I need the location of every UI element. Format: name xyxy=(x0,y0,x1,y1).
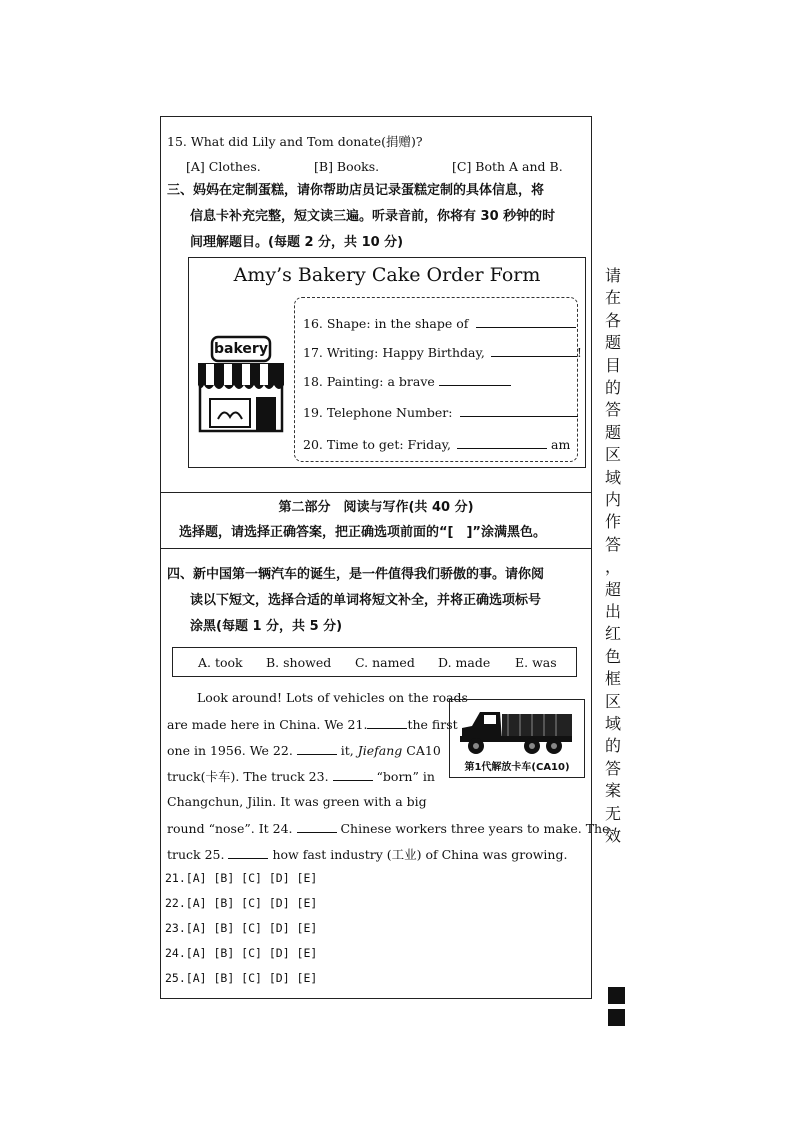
answer-num-22: 22. xyxy=(165,896,186,910)
passage-line-3 xyxy=(167,742,441,759)
answer-row-22[interactable] xyxy=(165,896,317,910)
order-field-shape-label: 16. Shape: in the shape of xyxy=(303,316,469,331)
passage-line-7-end: how fast industry (工业) of China was growing. xyxy=(272,847,568,862)
order-field-time xyxy=(303,436,570,453)
side-note-char: 效 xyxy=(604,826,621,845)
side-note-char: 的 xyxy=(604,736,621,756)
side-note-char: 区 xyxy=(604,445,621,465)
painting-blank[interactable] xyxy=(439,373,511,386)
side-note-char: 作 xyxy=(604,512,621,532)
passage-ca10: CA10 xyxy=(406,743,441,758)
order-field-painting xyxy=(303,373,511,390)
divider-part2-top xyxy=(160,492,592,493)
side-note-char: ， xyxy=(604,557,621,577)
order-field-telephone-label: 19. Telephone Number: xyxy=(303,405,453,420)
q15-question: 15. What did Lily and Tom donate(捐赠)? xyxy=(167,134,423,149)
side-note-char: 的 xyxy=(604,378,621,397)
answer-row-25[interactable] xyxy=(165,971,317,985)
passage-line-3-start: one in 1956. We 22. xyxy=(167,743,293,758)
section4-line3: 涂黑(每题 1 分，共 5 分) xyxy=(190,619,343,634)
bakery-sign-text: bakery xyxy=(214,341,268,357)
alignment-mark-2 xyxy=(608,1009,625,1026)
answer-row-23[interactable] xyxy=(165,921,317,935)
passage-line-5: Changchun, Jilin. It was green with a big xyxy=(167,794,427,809)
side-note-char: 答 xyxy=(604,758,621,778)
order-field-time-label: 20. Time to get: Friday, xyxy=(303,437,452,452)
answer-num-23: 23. xyxy=(165,921,186,935)
word-bank-e: E. was xyxy=(515,655,557,670)
answer-options-24[interactable]: [A] [B] [C] [D] [E] xyxy=(185,946,318,960)
answer-num-24: 24. xyxy=(165,946,186,960)
side-note-char: 答 xyxy=(604,534,621,554)
section4-line1: 四、新中国第一辆汽车的诞生，是一件值得我们骄傲的事。请你阅 xyxy=(167,567,545,582)
passage-line-6-start: round “nose”. It 24. xyxy=(167,821,293,836)
passage-line-2-end: the first xyxy=(407,717,458,732)
section3-line2: 信息卡补充完整，短文读三遍。听录音前，你将有 30 秒钟的时 xyxy=(190,209,556,224)
word-bank-d: D. made xyxy=(438,655,491,670)
passage-line-4-end: “born” in xyxy=(376,769,435,784)
blank-23[interactable] xyxy=(333,768,373,781)
passage-line-2-start: are made here in China. We 21. xyxy=(167,717,368,732)
part2-instruction: 选择题，请选择正确答案，把正确选项前面的“[ ]”涂满黑色。 xyxy=(179,525,546,540)
section3-line3: 间理解题目。(每题 2 分，共 10 分) xyxy=(190,235,404,250)
section3-line1: 三、妈妈在定制蛋糕，请你帮助店员记录蛋糕定制的具体信息，将 xyxy=(167,183,545,198)
passage-jiefang: Jiefang xyxy=(357,743,403,758)
shape-blank[interactable] xyxy=(476,315,576,328)
passage-line-6-end: Chinese workers three years to make. The xyxy=(340,821,610,836)
side-note-char: 出 xyxy=(604,602,621,621)
q15-option-a[interactable]: [A] Clothes. xyxy=(186,159,261,174)
side-note-char: 请 xyxy=(604,266,621,285)
side-note-char: 题 xyxy=(604,422,621,442)
passage-line-2 xyxy=(167,716,458,733)
passage-line-7-start: truck 25. xyxy=(167,847,225,862)
answer-num-25: 25. xyxy=(165,971,186,985)
alignment-mark-1 xyxy=(608,987,625,1004)
truck-image-box xyxy=(449,699,585,778)
answer-row-24[interactable] xyxy=(165,946,317,960)
answer-row-21[interactable] xyxy=(165,871,317,885)
side-note-char: 案 xyxy=(604,781,621,801)
word-bank-a: A. took xyxy=(198,655,243,670)
writing-exclaim: ! xyxy=(576,345,582,360)
passage-line-3-it: it, xyxy=(340,743,354,758)
side-note-char: 域 xyxy=(604,467,621,487)
part2-title: 第二部分 阅读与写作(共 40 分) xyxy=(278,500,474,515)
side-note-char: 题 xyxy=(604,333,621,353)
side-note-char: 色 xyxy=(604,646,621,666)
blank-22[interactable] xyxy=(297,742,337,755)
order-field-shape xyxy=(303,315,576,332)
side-note-char: 超 xyxy=(604,579,621,599)
passage-line-4-start: truck(卡车). The truck 23. xyxy=(167,769,329,784)
order-field-painting-label: 18. Painting: a brave xyxy=(303,374,435,389)
order-form-title: Amy’s Bakery Cake Order Form xyxy=(233,264,541,286)
time-blank[interactable] xyxy=(457,436,547,449)
passage-line-7 xyxy=(167,846,567,863)
side-note-char: 区 xyxy=(604,691,621,711)
divider-part2-bottom xyxy=(160,548,592,549)
passage-line-4 xyxy=(167,768,435,785)
time-am: am xyxy=(551,437,571,452)
writing-blank[interactable] xyxy=(491,344,577,357)
answer-options-23[interactable]: [A] [B] [C] [D] [E] xyxy=(185,921,318,935)
answer-options-25[interactable]: [A] [B] [C] [D] [E] xyxy=(185,971,318,985)
passage-line-6 xyxy=(167,820,610,837)
order-field-telephone xyxy=(303,404,578,421)
answer-options-21[interactable]: [A] [B] [C] [D] [E] xyxy=(185,871,318,885)
order-field-writing-label: 17. Writing: Happy Birthday, xyxy=(303,345,485,360)
answer-num-21: 21. xyxy=(165,871,186,885)
side-note-char: 域 xyxy=(604,714,621,733)
side-note-char: 答 xyxy=(604,400,621,420)
telephone-blank[interactable] xyxy=(460,404,578,417)
side-note-char: 目 xyxy=(604,355,621,375)
truck-caption: 第1代解放卡车(CA10) xyxy=(464,762,570,773)
side-note-char: 无 xyxy=(604,803,621,823)
blank-24[interactable] xyxy=(297,820,337,833)
side-note-char: 框 xyxy=(604,669,621,689)
section4-line2: 读以下短文，选择合适的单词将短文补全，并将正确选项标号 xyxy=(190,593,542,608)
side-note-char: 内 xyxy=(604,490,621,509)
order-field-writing xyxy=(303,344,582,361)
word-bank-b: B. showed xyxy=(266,655,332,670)
answer-options-22[interactable]: [A] [B] [C] [D] [E] xyxy=(185,896,318,910)
word-bank-c: C. named xyxy=(355,655,415,670)
passage-line-1: Look around! Lots of vehicles on the roads xyxy=(197,690,468,705)
blank-25[interactable] xyxy=(228,846,268,859)
side-note-char: 各 xyxy=(604,310,621,330)
q15-option-c[interactable]: [C] Both A and B. xyxy=(452,159,563,174)
bakery-shop-icon xyxy=(194,333,288,433)
side-note-char: 在 xyxy=(604,288,621,308)
q15-option-b[interactable]: [B] Books. xyxy=(314,159,380,174)
blank-21[interactable] xyxy=(367,716,407,729)
side-note-char: 红 xyxy=(604,624,621,644)
truck-icon xyxy=(458,706,576,756)
